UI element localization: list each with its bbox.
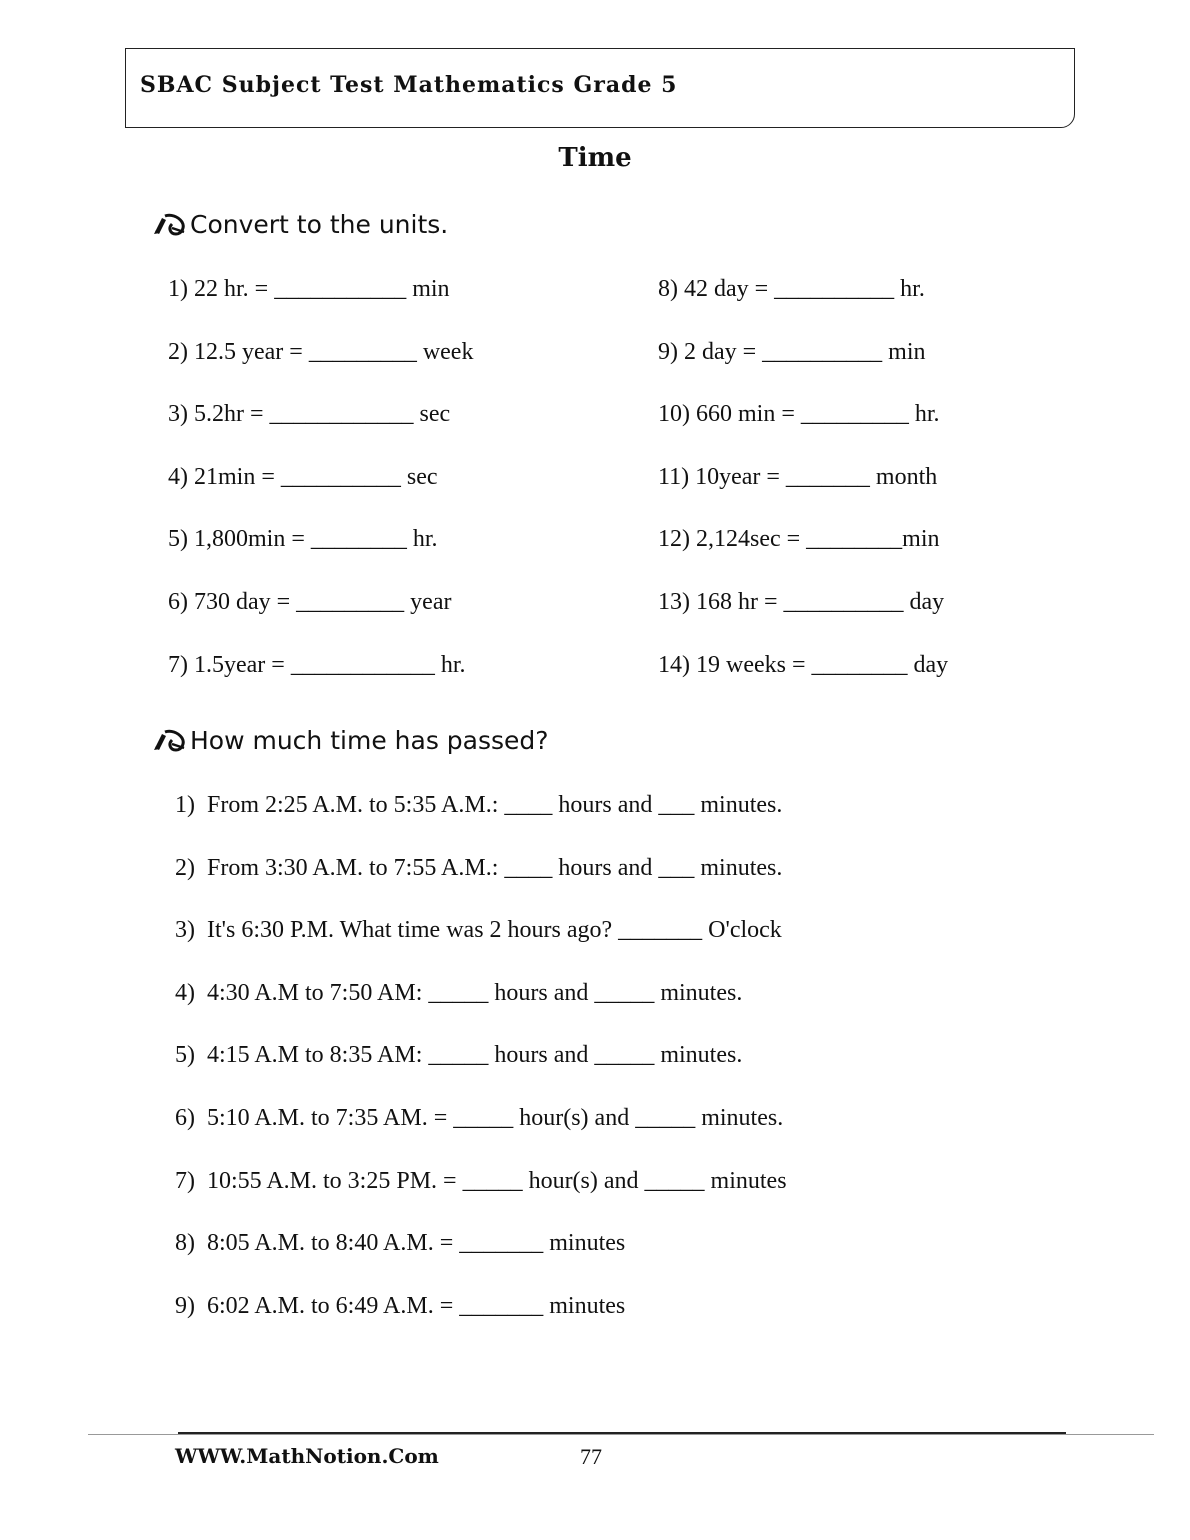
page-number: 77 bbox=[580, 1444, 602, 1469]
convert-item: 13) 168 hr = __________ day bbox=[658, 589, 945, 615]
section-heading-label: How much time has passed? bbox=[190, 726, 549, 755]
convert-item: 12) 2,124sec = ________min bbox=[658, 526, 940, 552]
convert-item: 10) 660 min = _________ hr. bbox=[658, 401, 940, 427]
convert-item: 8) 42 day = __________ hr. bbox=[658, 276, 925, 302]
elapsed-item: 7) 10:55 A.M. to 3:25 PM. = _____ hour(s) and _____ minutes bbox=[175, 1168, 787, 1194]
convert-item: 14) 19 weeks = ________ day bbox=[658, 652, 949, 678]
convert-item: 4) 21min = __________ sec bbox=[168, 464, 438, 490]
convert-item: 7) 1.5year = ____________ hr. bbox=[168, 652, 466, 678]
convert-item: 11) 10year = _______ month bbox=[658, 464, 938, 490]
elapsed-item: 8) 8:05 A.M. to 8:40 A.M. = _______ minutes bbox=[175, 1230, 626, 1256]
footer-divider bbox=[88, 1434, 1154, 1435]
elapsed-item: 6) 5:10 A.M. to 7:35 AM. = _____ hour(s) and _____ minutes. bbox=[175, 1105, 784, 1131]
pencil-icon bbox=[152, 728, 188, 754]
elapsed-item: 5) 4:15 A.M to 8:35 AM: _____ hours and _____ minutes. bbox=[175, 1042, 743, 1068]
elapsed-item: 4) 4:30 A.M to 7:50 AM: _____ hours and _____ minutes. bbox=[175, 980, 743, 1006]
convert-item: 6) 730 day = _________ year bbox=[168, 589, 452, 615]
page-title: Time bbox=[558, 143, 632, 173]
elapsed-item: 1) From 2:25 A.M. to 5:35 A.M.: ____ hours and ___ minutes. bbox=[175, 792, 783, 818]
elapsed-item: 2) From 3:30 A.M. to 7:55 A.M.: ____ hours and ___ minutes. bbox=[175, 855, 783, 881]
section-heading-label: Convert to the units. bbox=[190, 210, 449, 239]
footer-divider bbox=[178, 1432, 1066, 1434]
convert-item: 1) 22 hr. = ___________ min bbox=[168, 276, 450, 302]
elapsed-item: 3) It's 6:30 P.M. What time was 2 hours ago? _______ O'clock bbox=[175, 917, 782, 943]
section-heading-convert bbox=[152, 210, 448, 239]
convert-item: 3) 5.2hr = ____________ sec bbox=[168, 401, 451, 427]
convert-item: 2) 12.5 year = _________ week bbox=[168, 339, 474, 365]
header-title: SBAC Subject Test Mathematics Grade 5 bbox=[140, 72, 678, 98]
elapsed-item: 9) 6:02 A.M. to 6:49 A.M. = _______ minutes bbox=[175, 1293, 626, 1319]
convert-item: 5) 1,800min = ________ hr. bbox=[168, 526, 438, 552]
section-heading-elapsed bbox=[152, 726, 549, 755]
convert-item: 9) 2 day = __________ min bbox=[658, 339, 926, 365]
footer-website: WWW.MathNotion.Com bbox=[175, 1444, 439, 1468]
pencil-icon bbox=[152, 212, 188, 238]
